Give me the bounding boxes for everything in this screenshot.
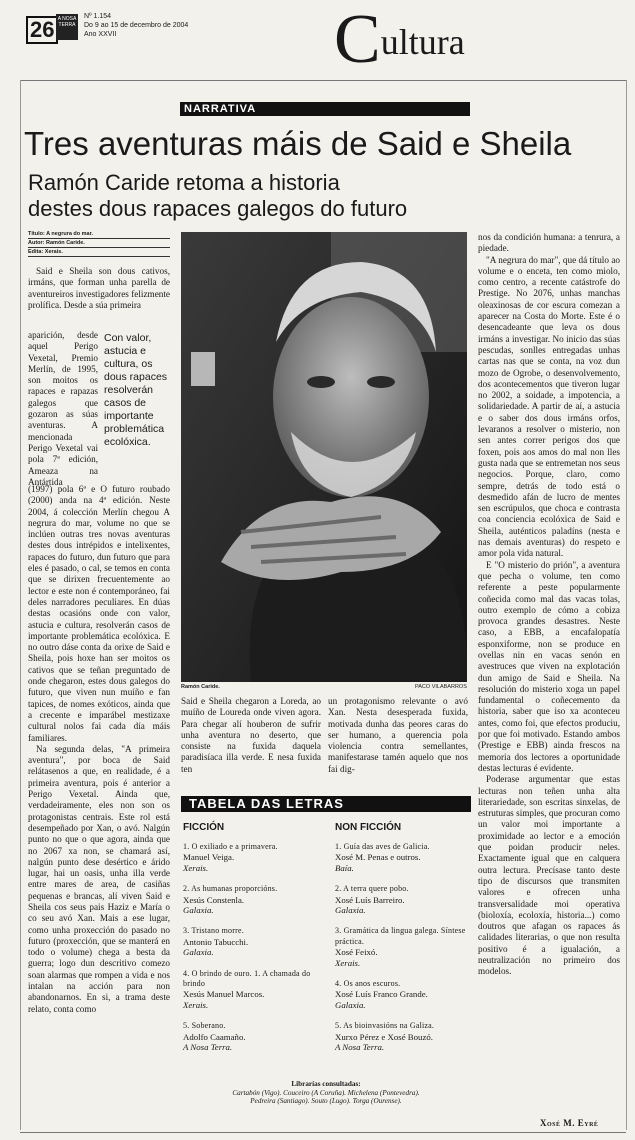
paragraph: nos da condición humana: a tenrura, a piedade. bbox=[478, 232, 620, 254]
column-3 bbox=[328, 696, 468, 775]
list-item bbox=[183, 1021, 333, 1052]
paragraph: Na segunda delas, "A primeira aventura", por boca de Said relátasenos a que, en realidade, é a primeira aventura, pois é anterior a Perigo Vexetal. Ainda que, verdadeiramente, eles non son os protagonistas centrais. Este rol está desempeñado por Xan, o avó. Nalgún punto no que o que agora, ainda que no 2067 xa non, se chamará así, nalgún punto dese desértico e árido lugar, hai un oasis, unha illa verde entre mares de area, de casiñas pequenas e brancas, alí viven Said e Sheila cos seus pais Haziz e María o co seu avó Xan. Mais a ese lugar, como unha proxección do pasado no futuro (proxección, que se manterá en todo o volume) chega a besta da guerra; logo dun descritivo comezo soan alarmas que rompen a vida e nos intalan na acción para non abandonarnos. En si, a trama deste relato, conta como bbox=[28, 743, 170, 1014]
book-title: 4. O brindo de ouro. 1. A chamada do brindo bbox=[183, 968, 311, 989]
book-title: 4. Os anos escuros. bbox=[335, 979, 401, 989]
list-item bbox=[183, 884, 333, 915]
book-publisher: Galaxia. bbox=[183, 905, 214, 916]
left-rule bbox=[20, 80, 21, 1130]
book-author: Manuel Veiga. bbox=[183, 852, 235, 863]
list-item bbox=[183, 926, 333, 957]
book-author: Xesús Constenla. bbox=[183, 894, 245, 905]
book-publisher: Baía. bbox=[335, 862, 354, 873]
column-1-side bbox=[28, 330, 98, 488]
right-rule bbox=[626, 80, 627, 1130]
subtitle-line-2: destes dous rapaces galegos do futuro bbox=[28, 196, 408, 221]
book-publisher: Xerais. bbox=[183, 862, 209, 873]
paragraph: un protagonismo relevante o avó Xan. Nesta desesperada fuxida, motivada dunha das peores caras do ser humano, a querencia pola violencia contra semellantes, manifestarase tamén aquelo que nos fai dig- bbox=[328, 696, 468, 774]
book-publisher: Galaxia. bbox=[183, 947, 214, 958]
book-publisher: Xerais. bbox=[183, 999, 209, 1010]
list-item bbox=[183, 842, 333, 873]
credit-author: Autor: Ramón Caride. bbox=[28, 239, 170, 248]
book-title: 1. O exiliado e a primavera. bbox=[183, 842, 278, 851]
list-item bbox=[335, 884, 485, 915]
column-1-intro bbox=[28, 266, 170, 311]
book-credits bbox=[28, 230, 170, 257]
article-author: Xosé M. Eyré bbox=[540, 1118, 599, 1128]
section-initial: C bbox=[334, 1, 381, 78]
article-subtitle bbox=[28, 170, 628, 222]
section-rest: ultura bbox=[380, 22, 465, 62]
credit-title: Título: A negrura do mar. bbox=[28, 230, 170, 239]
book-publisher: Xerais. bbox=[335, 957, 361, 968]
book-title: 3. Gramática da lingua galega. Síntese práctica. bbox=[335, 926, 466, 946]
top-rule bbox=[20, 80, 626, 81]
column-1-body bbox=[28, 484, 170, 1015]
paragraph: "A negrura do mar", que dá título ao volume e o enceta, ten como miolo, como centro, a recente catástrofe do Prestige. No 2076, unhas manchas oleaxinosas de cor escura comezan a aparecer na Costa do Morte. Este é o desencadeante que leva os dous irmáns a investigar. No inicio das súas pescudas, sonlles entregadas unhas cartas nas que se conta, na voz dun mozo de Ogrobe, o desenvolvemento, dos acontecementos que tiveron lugar no 2002, a soidade, a impotencia, a solidariedade. A partir de aí, a astucia e o saber dos dous irmáns orfos, levaranos a resolver o misterio, non sen antes correr perigos dos que foxen, pois aos amos do mal non lles gusta nada que se entremetan nos seus negocios. Porque, claro, como sempre, detrás de todo está o desmedido afán de lucro de mentes sen escrúpulos, que choca e contrasta coa conciencia ecolóxica de Said e Sheila, auténticos paladíns (nesta e nas demais aventuras) do respeto e amor pola vida natural. bbox=[478, 254, 620, 559]
libraries-title: Librarías consultadas: bbox=[291, 1080, 361, 1088]
book-title: 2. A terra quere pobo. bbox=[335, 884, 409, 894]
paragraph: Said e Sheila son dous cativos, irmáns, que forman unha parella de aventureiros investigadores felizmente prolífica. Desde a súa primeira bbox=[28, 266, 170, 310]
photo-caption: Ramón Caride. bbox=[181, 684, 220, 690]
book-title: 3. Tristano morre. bbox=[183, 926, 244, 936]
book-author: Adolfo Caamaño. bbox=[183, 1031, 246, 1042]
paragraph: (1997) pola 6ª e O futuro roubado (2000) anda na 4ª edición. Neste 2004, á colección Merlín chegou A negrura do mar, volume no que se inclúen outras tres novas aventuras destes dous intrépidos e intelixentes, rapaces do futuro, dun futuro que para eles é pasado, o cal, se temos en conta que se dirixen frecuentemente ao lector e este non é contemporáneo, fai deles narradores peculiares. En dúas destas ocasións onde con valor, astucia e cultura, resolverán casos de importante problemática ecolóxica. E no outro dáse conta da orixe de Said e Sheila, pois hoxe han ser moitos os cativos que se teñan preguntado de onde chegaron, estes dous galegos do futuro, que viven nun muíño e fan tapices, de nomes exóticos, ainda que a crecente e imparábel mestizaxe cultural nolos fai cada día máis familiares. bbox=[28, 484, 170, 743]
book-publisher: Galaxia. bbox=[335, 905, 366, 916]
portrait-illustration bbox=[181, 232, 467, 682]
book-author: Xosé Luís Franco Grande. bbox=[335, 989, 428, 1000]
book-author: Antonio Tabucchi. bbox=[183, 936, 249, 947]
nonficcion-list bbox=[335, 842, 485, 1064]
book-author: Xurxo Pérez e Xosé Bouzó. bbox=[335, 1031, 433, 1042]
paragraph: Poderase argumentar que estas lecturas non teñen unha alta literariedade, son escritas sinxelas, de estruturas simples, que procuran como un valor moi importante a proximidade ao lector e a emoción que poidan producir neles. Exactamente igual que en calquera outra lectura. Precísase tanto deste tipo de discursos que transmiten valores e ofrecen unha transversalidade moi operativa (bioloxía, ecoloxía, historia...) como doutros que afagan os rapaces ás calidades literarias, o que non resulta positivo é a igualación, a neutralización no primeiro dos modelos. bbox=[478, 774, 620, 977]
nonficcion-heading: NON FICCIÓN bbox=[335, 822, 402, 833]
credit-publisher: Edita: Xerais. bbox=[28, 248, 170, 257]
issue-date: Do 9 ao 15 de decembro de 2004 bbox=[84, 22, 189, 29]
libraries-line-2: Pedreira (Santiago). Souto (Lugo). Torga (Ourense). bbox=[250, 1097, 402, 1105]
tabela-header: TABELA DAS LETRAS bbox=[181, 796, 471, 812]
book-title: 5. As bioinvasións na Galiza. bbox=[335, 1021, 435, 1031]
issue-meta bbox=[84, 12, 188, 39]
book-title: 5. Soberano. bbox=[183, 1021, 226, 1031]
book-author: Xesús Manuel Marcos. bbox=[183, 989, 265, 1000]
subtitle-line-1: Ramón Caride retoma a historia bbox=[28, 170, 340, 195]
libraries-line-1: Cartabón (Vigo). Couceiro (A Coruña). Michelena (Pontevedra). bbox=[232, 1088, 420, 1097]
book-author: Xosé Feixó. bbox=[335, 947, 378, 958]
pull-quote: Con valor, astucia e cultura, os dous rapaces resolverán casos de importante problemática ecolóxica. bbox=[104, 332, 168, 448]
column-4 bbox=[478, 232, 620, 978]
ficcion-heading: FICCIÓN bbox=[183, 822, 225, 833]
kicker-bar: NARRATIVA bbox=[180, 102, 470, 116]
ficcion-list bbox=[183, 842, 333, 1064]
bottom-rule bbox=[20, 1132, 626, 1133]
photo-credit: PACO VILABARROS bbox=[415, 684, 467, 690]
list-item bbox=[335, 1021, 485, 1052]
page-number: 26 bbox=[26, 16, 58, 44]
article-title: Tres aventuras máis de Said e Sheila bbox=[24, 125, 572, 162]
column-2 bbox=[181, 696, 321, 775]
list-item bbox=[335, 926, 485, 968]
masthead-logo: A NOSA TERRA bbox=[56, 14, 78, 40]
libraries-consulted bbox=[181, 1080, 471, 1106]
book-publisher: A Nosa Terra. bbox=[183, 1042, 233, 1053]
list-item bbox=[335, 842, 485, 873]
author-photo bbox=[181, 232, 467, 682]
book-author: Xosé Luís Barreiro. bbox=[335, 894, 405, 905]
book-author: Xosé M. Penas e outros. bbox=[335, 852, 421, 863]
issue-number: Nº 1.154 bbox=[84, 13, 112, 20]
book-title: 2. As humanas proporcións. bbox=[183, 884, 278, 894]
paragraph: aparición, desde aquel Perigo Vexetal, Premio Merlín, de 1995, son moitos os rapaces e rapazas galegos que gozaron as súas aventuras. A mencionada Perigo Vexetal vai pola 7ª edición, Ameaza na Antártida bbox=[28, 330, 98, 487]
book-publisher: Galaxia. bbox=[335, 999, 366, 1010]
section-title bbox=[334, 1, 465, 78]
book-title: 1. Guía das aves de Galicia. bbox=[335, 842, 430, 851]
book-publisher: A Nosa Terra. bbox=[335, 1042, 385, 1053]
issue-year: Ano XXVII bbox=[84, 31, 117, 38]
paragraph: E "O misterio do prión", a aventura que pecha o volume, ten como referente a peste popularmente coñecida como mal das vacas tolas, outro exemplo de cómo a cobiza provoca grandes desastres. Neste caso, a EBB, a encafalopatía esponxiforme, non se produce en ovellas nin en vacas senón en avestruces que viven na explotación dun amigo de Said e Sheila. Na resolución do misterio xoga un papel fundamental o coñecemento da historia, saber que iso xa aconteceu antes, como foi, que efectos produciu, por que foi motivado. Estando ambos (Prestige e EBB) ainda frescos na memoria dos lectores a oportunidade destas lecturas é evidente. bbox=[478, 559, 620, 773]
list-item bbox=[335, 979, 485, 1010]
paragraph: Said e Sheila chegaron a Loreda, ao muíño de Loureda onde viven agora. Para chegar alí houberon de sufrir unha aventura no deserto, que consiste na fuxida daquela paradisíaca illa verde. E nesa fuxida ten bbox=[181, 696, 321, 774]
list-item bbox=[183, 969, 333, 1011]
